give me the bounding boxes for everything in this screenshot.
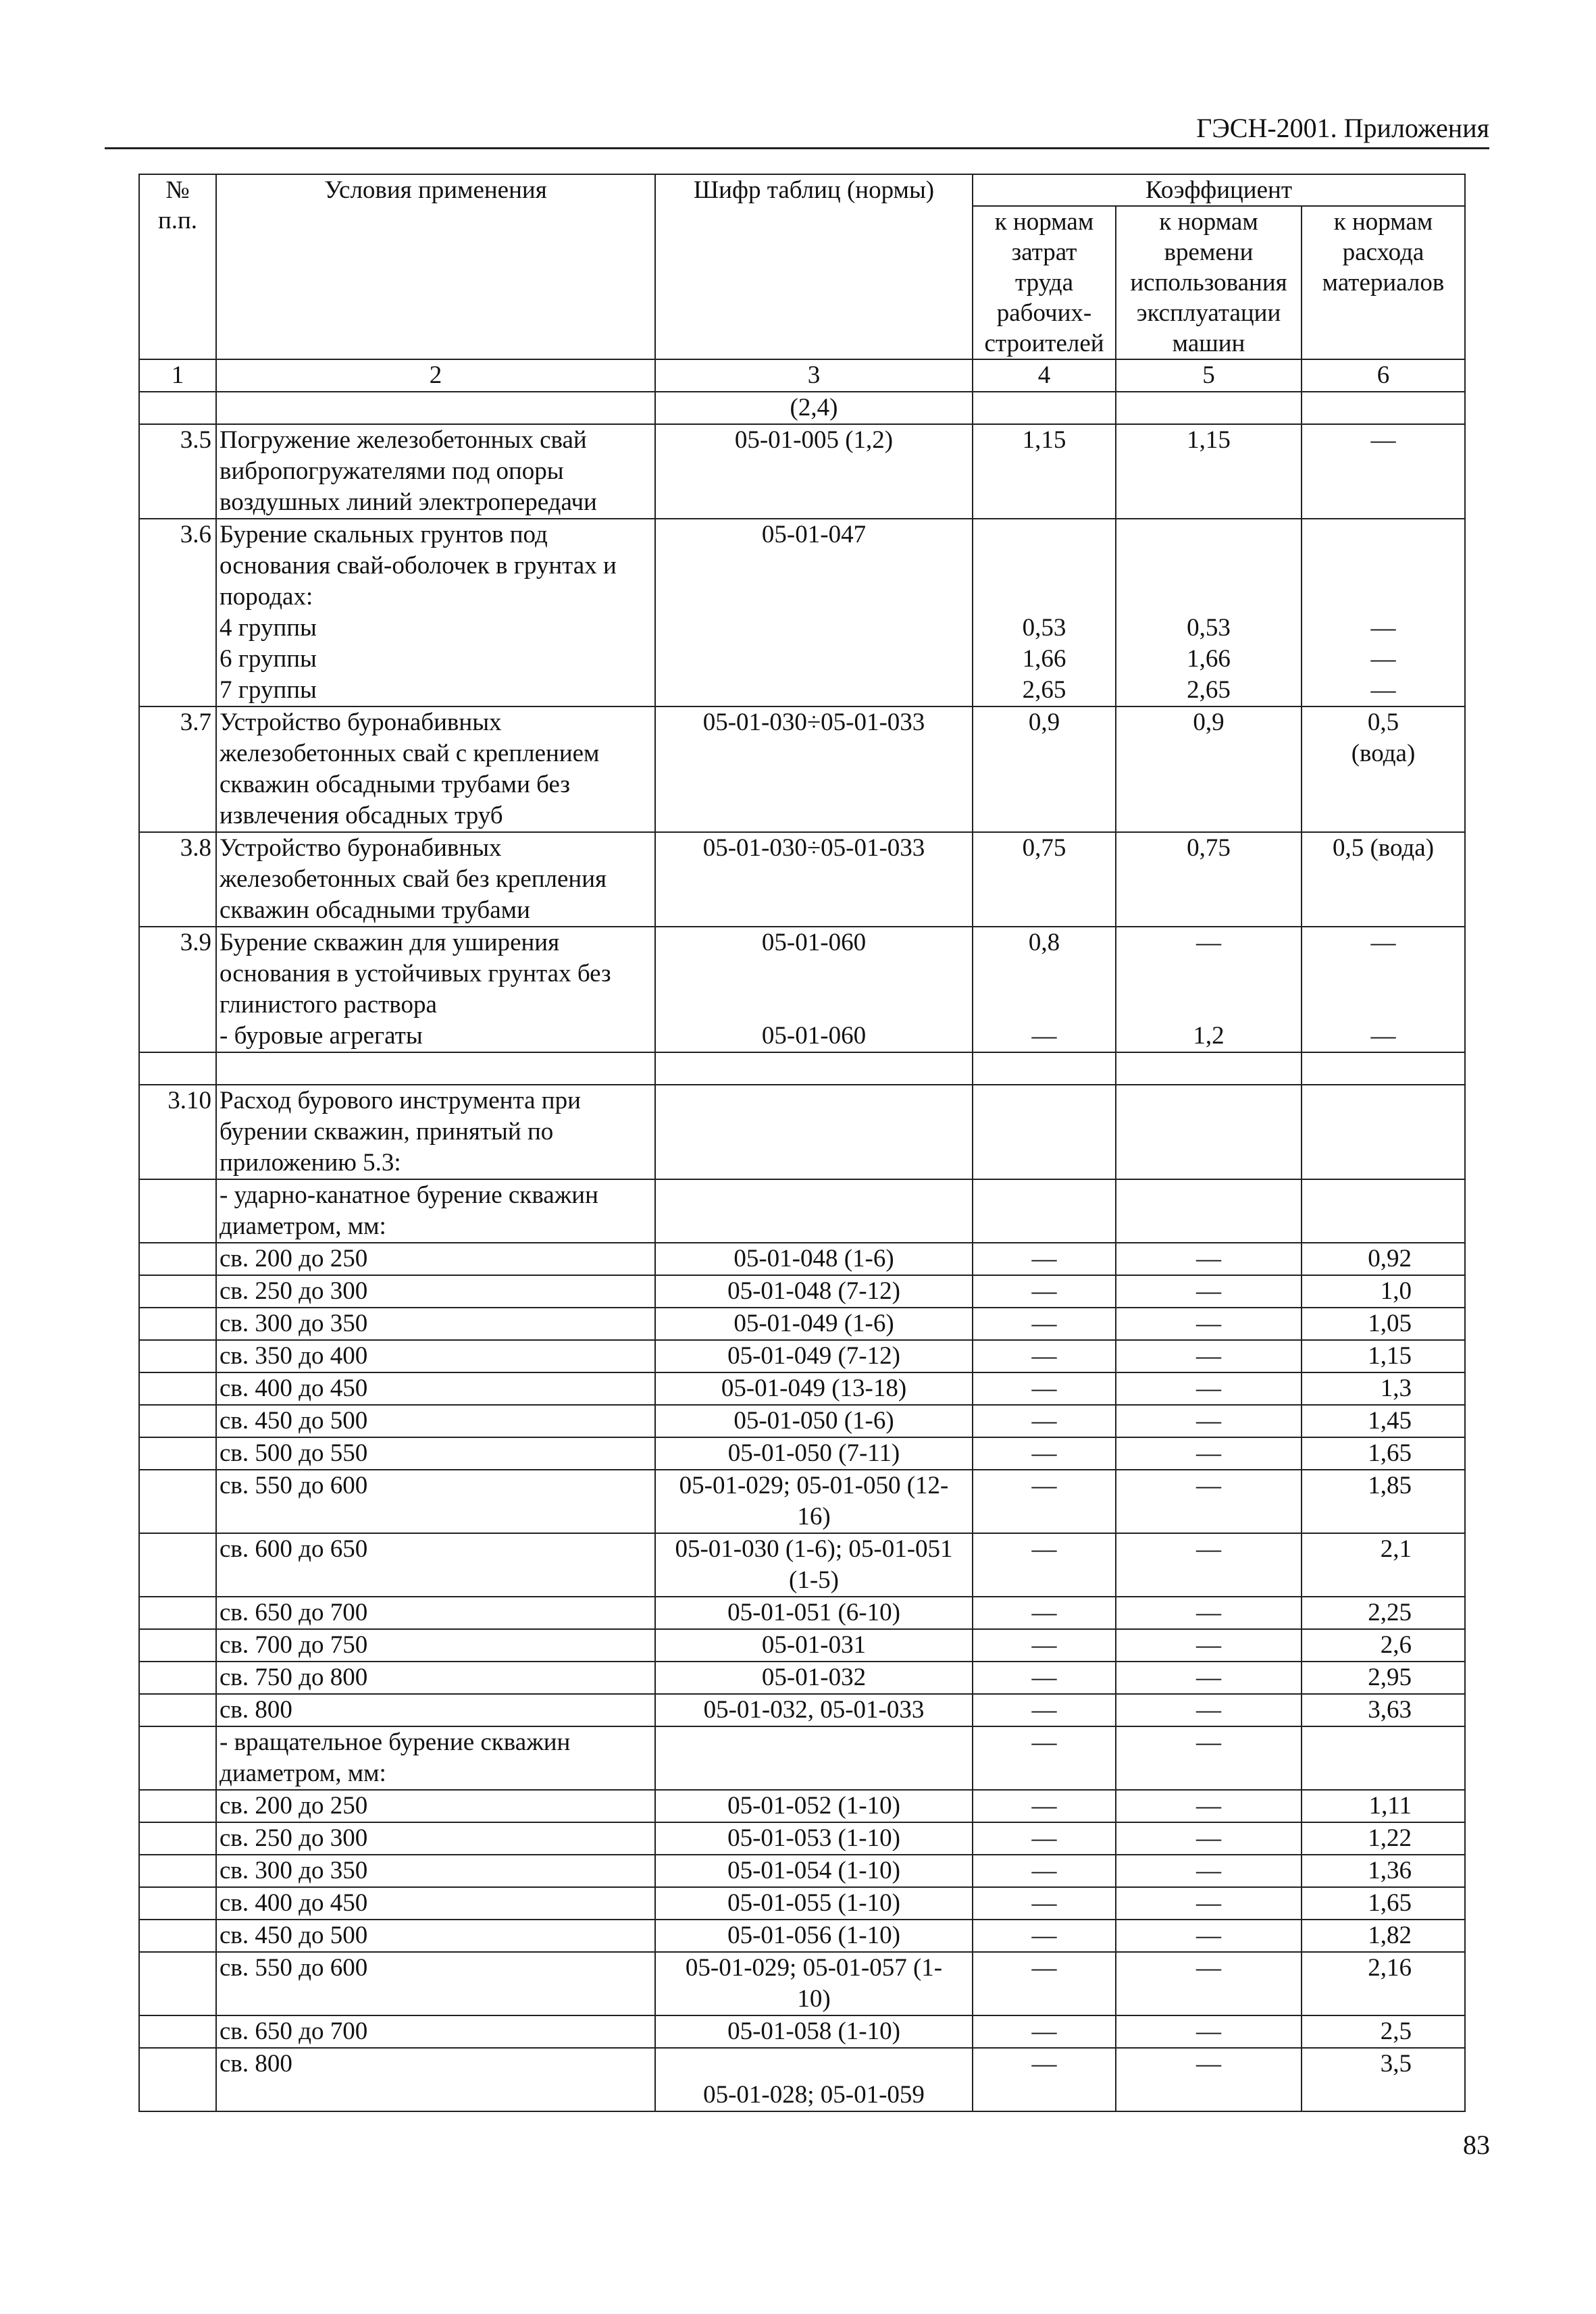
row-conditions: св. 300 до 350 [216,1308,655,1340]
row-materials: 1,65 [1302,1887,1465,1920]
row-labor: — [973,1662,1116,1694]
header-conditions: Условия применения [216,174,655,359]
row-labor: — [973,1372,1116,1405]
row-labor: — [973,1887,1116,1920]
row-conditions: св. 450 до 500 [216,1920,655,1952]
table-header-row [139,174,1465,206]
row-materials: 1,22 [1302,1822,1465,1855]
sub-conditions: 7 группы [220,676,317,704]
sub-materials: — [1370,676,1396,704]
row-machines: — [1116,1952,1302,2015]
table-row [139,1085,1465,1179]
row-code: 05-01-053 (1-10) [655,1822,973,1855]
sub-machines: 1,66 [1187,645,1231,673]
row-number: 3.8 [139,832,216,927]
table-row [139,1662,1465,1694]
row-materials: 2,16 [1302,1952,1465,2015]
row-conditions: Погружение железобетонных свай вибропогружателями под опоры воздушных линий электропередачи [216,424,655,519]
row-number: 3.6 [139,519,216,706]
header-coef-labor: к нормам затрат труда рабочих- строителей [973,206,1116,359]
table-row [139,1340,1465,1372]
running-header: ГЭСН-2001. Приложения [1196,113,1489,143]
table-row [139,1372,1465,1405]
row-labor: — [973,1822,1116,1855]
table-row [139,392,1465,424]
table-row [139,1597,1465,1629]
row-materials: 1,05 [1302,1308,1465,1340]
row-conditions: св. 400 до 450 [216,1372,655,1405]
sub-labor: — [1031,1022,1057,1050]
col-number: 1 [139,359,216,392]
row-materials: 2,95 [1302,1662,1465,1694]
row-materials: 1,45 [1302,1405,1465,1437]
row-machines: — [1116,1275,1302,1308]
row-labor: — [973,1726,1116,1790]
row-machines: 0,9 [1116,706,1302,832]
row-labor: — [973,1308,1116,1340]
row-materials: 1,15 [1302,1340,1465,1372]
row-code: 05-01-032 [655,1662,973,1694]
row-conditions: св. 800 [216,1694,655,1726]
row-labor: — [973,1790,1116,1822]
row-code: 05-01-030 (1-6); 05-01-051 (1-5) [655,1533,973,1597]
row-materials: 1,3 [1302,1372,1465,1405]
table-row [139,1405,1465,1437]
row-machines: — [1116,1597,1302,1629]
row-materials: — [1370,929,1396,956]
table-row [139,832,1465,927]
table-row [139,1308,1465,1340]
table-row [139,1694,1465,1726]
row-conditions: св. 500 до 550 [216,1437,655,1470]
sub-labor: 0,53 [1022,614,1066,642]
row-materials: 1,82 [1302,1920,1465,1952]
row-code: 05-01-028; 05-01-059 [655,2048,973,2111]
row-machines: — [1196,929,1221,956]
row-code: 05-01-029; 05-01-050 (12- 16) [655,1470,973,1533]
row-machines: — [1116,1308,1302,1340]
row-conditions: св. 600 до 650 [216,1533,655,1597]
table-row [139,1437,1465,1470]
table-row [139,1629,1465,1662]
table-row [139,1533,1465,1597]
sub-machines: 0,53 [1187,614,1231,642]
row-labor: 1,15 [973,424,1116,519]
row-conditions: Бурение скважин для уширения основания в устойчивых грунтах без глинистого раствора [220,929,611,1019]
row-machines: — [1116,1920,1302,1952]
table-row [139,519,1465,706]
row-materials: 1,36 [1302,1855,1465,1887]
row-labor: 0,75 [973,832,1116,927]
row-machines: — [1116,1822,1302,1855]
row-materials: 0,5 (вода) [1302,706,1465,832]
row-labor: — [973,1340,1116,1372]
row-conditions: св. 450 до 500 [216,1405,655,1437]
sub-machines: 1,2 [1193,1022,1225,1050]
row-machines: — [1116,1694,1302,1726]
row-conditions: св. 650 до 700 [216,1597,655,1629]
row-conditions: св. 700 до 750 [216,1629,655,1662]
row-code: 05-01-058 (1-10) [655,2015,973,2048]
row-conditions: св. 250 до 300 [216,1822,655,1855]
row-materials: 2,6 [1302,1629,1465,1662]
table-row [139,1790,1465,1822]
sub-machines: 2,65 [1187,676,1231,704]
row-machines: — [1116,1340,1302,1372]
row-labor: — [973,1920,1116,1952]
table-row [139,1179,1465,1243]
row-labor: — [973,1275,1116,1308]
page-number: 83 [1463,2130,1490,2160]
row-code: 05-01-048 (7-12) [655,1275,973,1308]
table-row [139,1952,1465,2015]
row-code: 05-01-050 (1-6) [655,1405,973,1437]
table-row [139,1243,1465,1275]
table-row [139,424,1465,519]
row-labor: — [973,2015,1116,2048]
row-labor: — [973,1855,1116,1887]
row-labor: — [973,1694,1116,1726]
row-code: 05-01-005 (1,2) [655,424,973,519]
row-materials: 1,0 [1302,1275,1465,1308]
header-rule [105,147,1489,149]
row-labor: — [973,1405,1116,1437]
row-materials: 0,92 [1302,1243,1465,1275]
row-labor: 0,9 [973,706,1116,832]
row-machines: — [1116,2015,1302,2048]
row-labor: — [973,1597,1116,1629]
row-conditions: св. 200 до 250 [216,1243,655,1275]
row-code: 05-01-049 (7-12) [655,1340,973,1372]
rotary-drilling-rows [139,1790,1465,2111]
row-labor: — [973,1437,1116,1470]
row-conditions: св. 750 до 800 [216,1662,655,1694]
row-code: 05-01-048 (1-6) [655,1243,973,1275]
table-row [139,1855,1465,1887]
row-conditions: св. 800 [216,2048,655,2111]
row-code: 05-01-054 (1-10) [655,1855,973,1887]
table-row [139,1887,1465,1920]
row-code: 05-01-032, 05-01-033 [655,1694,973,1726]
sub-conditions: 4 группы [220,614,317,642]
row-conditions: св. 300 до 350 [216,1855,655,1887]
row-materials: 1,85 [1302,1470,1465,1533]
row-materials: 2,1 [1302,1533,1465,1597]
impact-drilling-heading: - ударно-канатное бурение скважин диаметром, мм: [216,1179,655,1243]
row-code: 05-01-050 (7-11) [655,1437,973,1470]
sub-materials: — [1370,645,1396,673]
row-labor: — [973,1952,1116,2015]
row-code: 05-01-060 [761,929,867,956]
coefficients-table [138,174,1466,2112]
row-materials: 1,11 [1302,1790,1465,1822]
header-coef-materials: к нормам расхода материалов [1302,206,1465,359]
row-code: 05-01-056 (1-10) [655,1920,973,1952]
row-materials: 3,63 [1302,1694,1465,1726]
row-conditions: св. 250 до 300 [216,1275,655,1308]
row-code: 05-01-031 [655,1629,973,1662]
table-row [139,1822,1465,1855]
row-conditions: Бурение скальных грунтов под основания свай-оболочек в грунтах и породах: [220,521,617,611]
row-machines: 0,75 [1116,832,1302,927]
row-machines: — [1116,1470,1302,1533]
row-conditions: св. 400 до 450 [216,1887,655,1920]
row-code: 05-01-047 [655,519,973,706]
row-number: 3.9 [139,927,216,1052]
row-code: 05-01-049 (13-18) [655,1372,973,1405]
row-materials: 1,65 [1302,1437,1465,1470]
row-conditions: Расход бурового инструмента при бурении скважин, принятый по приложению 5.3: [216,1085,655,1179]
header-num: № п.п. [139,174,216,359]
col-number: 4 [973,359,1116,392]
row-labor: 0,8 [1028,929,1060,956]
row-materials: 2,25 [1302,1597,1465,1629]
row-machines: — [1116,1437,1302,1470]
sub-conditions: 6 группы [220,645,317,673]
row-labor: — [973,1243,1116,1275]
sub-code: 05-01-060 [761,1022,867,1050]
continued-code: (2,4) [655,392,973,424]
row-code: 05-01-029; 05-01-057 (1- 10) [655,1952,973,2015]
row-machines: — [1116,1372,1302,1405]
header-coef-machines: к нормам времени использования эксплуатации машин [1116,206,1302,359]
row-conditions: Устройство буронабивных железобетонных свай с креплением скважин обсадными трубами без извлечения обсадных труб [216,706,655,832]
column-numbers-row [139,359,1465,392]
table-row [139,927,1465,1052]
row-conditions: св. 550 до 600 [216,1470,655,1533]
row-machines: — [1116,1790,1302,1822]
row-code: 05-01-055 (1-10) [655,1887,973,1920]
table-row [139,706,1465,832]
sub-materials: — [1370,1022,1396,1050]
row-conditions: св. 350 до 400 [216,1340,655,1372]
row-conditions: св. 650 до 700 [216,2015,655,2048]
row-labor: — [973,2048,1116,2111]
row-code: 05-01-049 (1-6) [655,1308,973,1340]
table-row [139,2015,1465,2048]
rotary-drilling-heading: - вращательное бурение скважин диаметром, мм: [216,1726,655,1790]
table-row [139,2048,1465,2111]
row-conditions: св. 550 до 600 [216,1952,655,2015]
row-machines: — [1116,1662,1302,1694]
table-row [139,1920,1465,1952]
row-code: 05-01-051 (6-10) [655,1597,973,1629]
row-materials: 3,5 [1302,2048,1465,2111]
row-machines: — [1116,1533,1302,1597]
row-machines: 1,15 [1116,424,1302,519]
row-number: 3.7 [139,706,216,832]
table-row [139,1275,1465,1308]
col-number: 5 [1116,359,1302,392]
table-row [139,1470,1465,1533]
row-number: 3.5 [139,424,216,519]
row-machines: — [1116,1726,1302,1790]
row-machines: — [1116,1629,1302,1662]
row-code: 05-01-052 (1-10) [655,1790,973,1822]
col-number: 3 [655,359,973,392]
sub-labor: 1,66 [1022,645,1066,673]
row-machines: — [1116,1855,1302,1887]
row-conditions: Устройство буронабивных железобетонных свай без крепления скважин обсадными трубами [216,832,655,927]
sub-labor: 2,65 [1022,676,1066,704]
header-code: Шифр таблиц (нормы) [655,174,973,359]
table-row [139,1726,1465,1790]
row-materials: 2,5 [1302,2015,1465,2048]
row-materials: 0,5 (вода) [1302,832,1465,927]
row-machines: — [1116,2048,1302,2111]
col-number: 6 [1302,359,1465,392]
row-materials: — [1302,424,1465,519]
sub-conditions: - буровые агрегаты [220,1022,423,1050]
row-number: 3.10 [139,1085,216,1179]
spacer-row [139,1052,1465,1085]
sub-materials: — [1370,614,1396,642]
row-machines: — [1116,1887,1302,1920]
row-labor: — [973,1470,1116,1533]
row-labor: — [973,1533,1116,1597]
row-machines: — [1116,1405,1302,1437]
header-coefficient: Коэффициент [973,174,1465,206]
row-code: 05-01-030÷05-01-033 [655,706,973,832]
row-labor: — [973,1629,1116,1662]
row-code: 05-01-030÷05-01-033 [655,832,973,927]
row-machines: — [1116,1243,1302,1275]
impact-drilling-rows [139,1243,1465,1726]
col-number: 2 [216,359,655,392]
row-conditions: св. 200 до 250 [216,1790,655,1822]
